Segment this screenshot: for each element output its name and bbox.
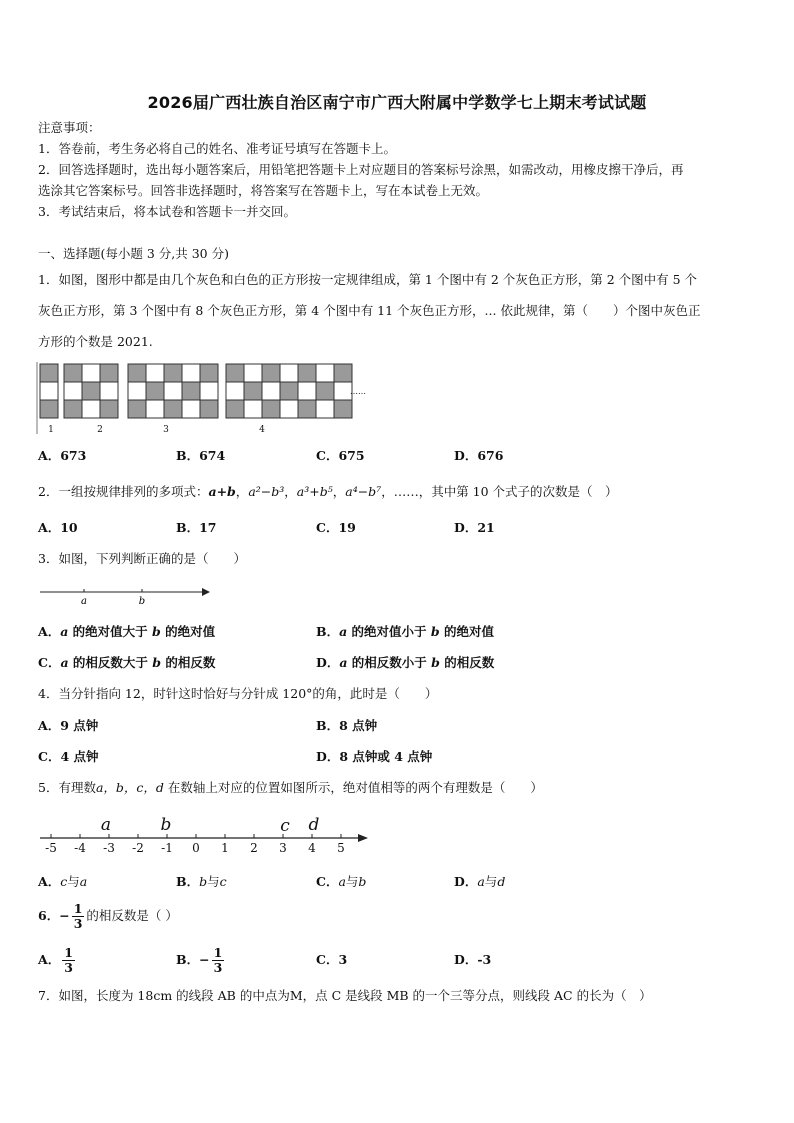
question-3-stem: 3．如图，下列判断正确的是（ ）	[38, 551, 246, 566]
numerator: 1	[64, 945, 73, 960]
variable: a	[339, 624, 348, 639]
question-2-prefix: 2．一组按规律排列的多项式：	[38, 484, 209, 499]
term: a⁴−b⁷	[345, 484, 382, 499]
option-letter: A．	[38, 624, 61, 639]
option-d[interactable]	[454, 874, 505, 890]
tick-label: 1	[221, 841, 229, 855]
option-d[interactable]	[454, 952, 491, 968]
fraction	[72, 902, 85, 931]
variable: b	[152, 624, 161, 639]
point-label-b: b	[160, 815, 172, 835]
tick-label: 4	[308, 841, 316, 855]
notice-heading: 注意事项：	[38, 120, 101, 135]
question-5-stem	[38, 780, 758, 796]
option-letter: C．	[316, 952, 339, 967]
option-text: 的绝对值	[439, 624, 495, 639]
term: a²−b³	[248, 484, 285, 499]
notice-item: 1．答卷前，考生务必将自己的姓名、准考证号填写在答题卡上。	[38, 141, 396, 156]
option-c[interactable]	[316, 874, 366, 890]
point-label-a: a	[100, 815, 112, 835]
variable: b	[199, 874, 208, 889]
term: a+b	[208, 484, 236, 499]
option-a[interactable]	[38, 874, 87, 890]
denominator: 3	[64, 960, 73, 975]
variable: a	[338, 874, 346, 889]
option-text: 的相反数	[439, 655, 495, 670]
point-label-c: c	[280, 816, 290, 836]
option-b[interactable]: B．17	[176, 520, 217, 535]
option-d[interactable]: D．676	[454, 448, 504, 463]
option-text: 与	[484, 874, 498, 889]
option-a[interactable]: A．10	[38, 520, 78, 535]
option-letter: A．	[38, 874, 61, 889]
notice-item: 选涂其它答案标号。回答非选择题时，将答案写在答题卡上，写在本试卷上无效。	[38, 183, 489, 198]
variable: c	[60, 874, 68, 889]
sign: −	[59, 908, 70, 923]
option-a[interactable]	[38, 624, 215, 640]
option-letter: B．	[316, 624, 340, 639]
variable: b	[430, 624, 440, 639]
option-d[interactable]	[316, 655, 494, 671]
option-text: 的绝对值大于	[68, 624, 153, 639]
option-d[interactable]: D．8 点钟或 4 点钟	[316, 749, 433, 764]
tick-label: 0	[192, 841, 200, 855]
option-letter: C．	[38, 655, 61, 670]
option-text: 的相反数	[161, 655, 216, 670]
stem-text: 在数轴上对应的位置如图所示，绝对值相等的两个有理数是（ ）	[163, 780, 543, 795]
option-c[interactable]	[38, 655, 215, 671]
figure-label: 3	[163, 425, 169, 434]
option-letter: D．	[454, 952, 478, 967]
option-b[interactable]	[316, 624, 494, 640]
option-letter: B．	[176, 952, 200, 967]
option-c[interactable]: C．19	[316, 520, 356, 535]
tick-label: -1	[161, 841, 173, 855]
option-letter: D．	[316, 655, 340, 670]
denominator: 3	[213, 960, 223, 975]
option-b[interactable]	[176, 874, 227, 890]
variable: a	[60, 655, 69, 670]
figure-label: 2	[97, 425, 103, 434]
sign: −	[199, 952, 210, 967]
option-b[interactable]	[176, 942, 226, 978]
variable: a	[60, 624, 69, 639]
variable: a	[79, 874, 88, 889]
notice-item: 3．考试结束后，将本试卷和答题卡一并交回。	[38, 204, 296, 219]
stem-text: 的相反数是（ ）	[86, 908, 178, 923]
question-1-line: 1．如图，图形中都是由几个灰色和白色的正方形按一定规律组成，第 1 个图中有 2 个灰色正方形，第 2 个图中有 5 个	[38, 272, 698, 287]
variable: c	[219, 874, 227, 889]
question-1-figure	[36, 360, 376, 434]
point-label-b: b	[138, 596, 146, 607]
point-label-a: a	[81, 596, 87, 607]
tick-label: -3	[103, 841, 115, 855]
option-text: 的相反数小于	[347, 655, 432, 670]
option-text: 与	[345, 874, 359, 889]
option-text: 3	[338, 952, 348, 967]
option-c[interactable]	[316, 952, 347, 968]
numerator: 1	[73, 901, 83, 916]
notice-item: 2．回答选择题时，选出每小题答案后，用铅笔把答题卡上对应题目的答案标号涂黑，如需改动，用橡皮擦干净后，再	[38, 162, 684, 177]
continuation-dots: ……	[350, 387, 366, 396]
option-d[interactable]: D．21	[454, 520, 495, 535]
variable: b	[431, 655, 440, 670]
tick-label: 3	[279, 841, 287, 855]
variable: a	[477, 874, 485, 889]
page-title: 2026届广西壮族自治区南宁市广西大附属中学数学七上期末考试试题	[147, 93, 647, 112]
figure-label: 4	[259, 425, 265, 434]
separator: ，	[284, 484, 297, 499]
question-3-number-line	[38, 582, 218, 608]
option-letter: B．	[176, 874, 200, 889]
option-b[interactable]: B．674	[176, 448, 226, 463]
denominator: 3	[73, 916, 83, 931]
question-number: 6．	[38, 908, 60, 923]
option-b[interactable]: B．8 点钟	[316, 718, 378, 733]
variable: d	[497, 874, 506, 889]
question-5-number-line	[36, 812, 376, 858]
tick-label: -4	[74, 841, 86, 855]
option-text: 的相反数大于	[68, 655, 153, 670]
option-a[interactable]	[38, 942, 77, 978]
fraction	[212, 946, 225, 975]
tick-label: -5	[45, 841, 57, 855]
term: a³+b⁵	[296, 484, 333, 499]
option-letter: C．	[316, 874, 339, 889]
option-text: -3	[477, 952, 492, 967]
separator: ，	[332, 484, 346, 499]
tick-label: -2	[132, 841, 144, 855]
question-6-stem	[38, 898, 758, 934]
option-text: 与	[207, 874, 220, 889]
question-7-stem: 7．如图，长度为 18cm 的线段 AB 的中点为M，点 C 是线段 MB 的一个三等分点，则线段 AC 的长为（ ）	[38, 988, 652, 1003]
tick-label: 5	[337, 841, 345, 855]
question-1-line: 灰色正方形，第 3 个图中有 8 个灰色正方形，第 4 个图中有 11 个灰色正方形，... 依此规律，第（ ）个图中灰色正	[38, 303, 701, 318]
option-letter: D．	[454, 874, 478, 889]
tick-label: 2	[250, 841, 258, 855]
variable: b	[358, 874, 367, 889]
question-1-line: 方形的个数是 2021.	[38, 334, 153, 349]
fraction	[62, 946, 75, 975]
option-text: 的绝对值	[160, 624, 216, 639]
figure-label: 1	[48, 425, 54, 434]
question-2-stem	[38, 484, 758, 500]
option-text: 的绝对值小于	[347, 624, 431, 639]
question-4-stem: 4．当分针指向 12，时针这时恰好与分针成 120°的角，此时是（ ）	[38, 686, 438, 701]
option-letter: A．	[38, 952, 61, 967]
variable: b	[152, 655, 162, 670]
numerator: 1	[213, 945, 223, 960]
variable: a	[339, 655, 348, 670]
option-a[interactable]: A．9 点钟	[38, 718, 99, 733]
point-label-d: d	[308, 815, 320, 835]
option-c[interactable]: C．4 点钟	[38, 749, 99, 764]
option-text: 与	[67, 874, 80, 889]
stem-text: 5．有理数	[38, 780, 96, 795]
question-2-suffix: ，……，其中第 10 个式子的次数是（ ）	[381, 484, 618, 499]
separator: ，	[235, 484, 249, 499]
variables: a，b，c，d	[95, 780, 164, 795]
section-heading: 一、选择题(每小题 3 分,共 30 分)	[38, 246, 229, 261]
option-a[interactable]: A．673	[38, 448, 87, 463]
option-c[interactable]: C．675	[316, 448, 365, 463]
